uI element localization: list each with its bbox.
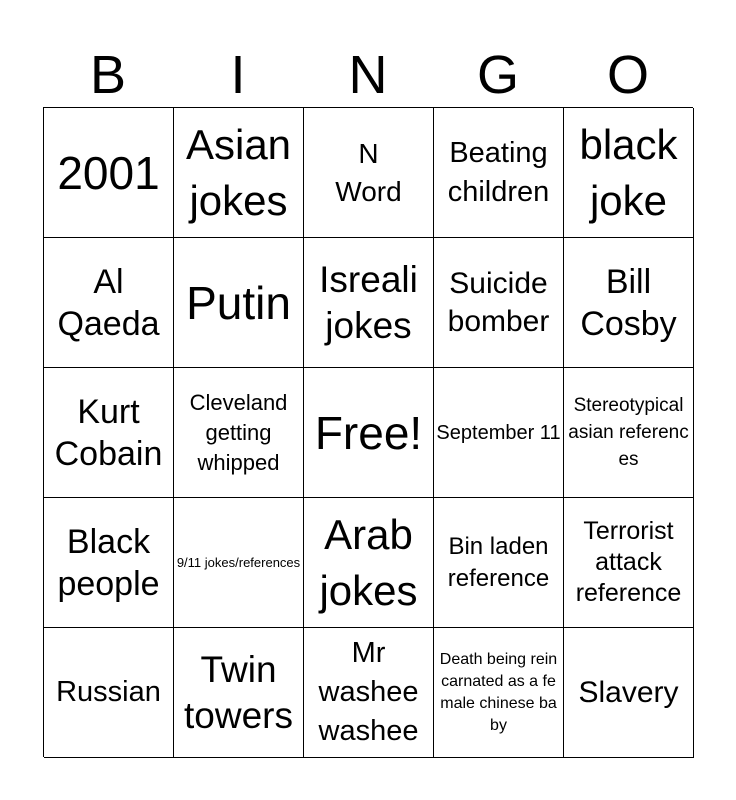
- bingo-cell-r3-c2[interactable]: [174, 368, 304, 498]
- cell-text: Black people: [57, 522, 160, 603]
- bingo-header: [43, 42, 693, 108]
- header-letter-i: I: [230, 45, 246, 105]
- bingo-cell-r5-c4[interactable]: [434, 628, 564, 758]
- cell-text: Suicide bomber: [447, 266, 550, 338]
- bingo-cell-r3-c5[interactable]: [564, 368, 694, 498]
- bingo-cell-r3-c4[interactable]: [434, 368, 564, 498]
- bingo-cell-r2-c2[interactable]: [174, 238, 304, 368]
- bingo-cell-r5-c1[interactable]: [44, 628, 174, 758]
- bingo-cell-r4-c4[interactable]: [434, 498, 564, 628]
- bingo-cell-r4-c5[interactable]: [564, 498, 694, 628]
- bingo-cell-r3-c1[interactable]: [44, 368, 174, 498]
- bingo-board: [43, 107, 693, 757]
- bingo-cell-r4-c2[interactable]: [174, 498, 304, 628]
- bingo-cell-r2-c3[interactable]: [304, 238, 434, 368]
- cell-text: Kurt Cobain: [54, 392, 163, 473]
- cell-text: Al Qaeda: [57, 262, 160, 343]
- cell-text: N Word: [335, 137, 402, 207]
- header-letter-g: G: [476, 45, 519, 105]
- cell-text: Death being reincarnated as a female chinese baby: [439, 650, 558, 734]
- bingo-cell-r5-c2[interactable]: [174, 628, 304, 758]
- header-letter-o: O: [606, 45, 649, 105]
- cell-text: Putin: [186, 276, 291, 329]
- header-letter-b: B: [89, 45, 127, 105]
- cell-text: Twin towers: [184, 648, 293, 736]
- cell-text: Isreali jokes: [319, 258, 418, 346]
- cell-text: Bill Cosby: [580, 262, 677, 343]
- cell-text: Arab jokes: [319, 510, 418, 614]
- bingo-cell-r1-c4[interactable]: [434, 108, 564, 238]
- bingo-cell-r2-c4[interactable]: [434, 238, 564, 368]
- cell-text: Terrorist attack reference: [575, 517, 682, 607]
- bingo-cell-r4-c3[interactable]: [304, 498, 434, 628]
- bingo-cell-r2-c5[interactable]: [564, 238, 694, 368]
- bingo-cell-r3-c3-free-space[interactable]: [304, 368, 434, 498]
- cell-text: Slavery: [578, 675, 679, 709]
- bingo-cell-r1-c2[interactable]: [174, 108, 304, 238]
- bingo-cell-r5-c3[interactable]: [304, 628, 434, 758]
- cell-text: Bin laden reference: [447, 532, 550, 592]
- bingo-cell-r5-c5[interactable]: [564, 628, 694, 758]
- cell-text: Beating children: [447, 136, 550, 208]
- bingo-cell-r1-c5[interactable]: [564, 108, 694, 238]
- cell-text: 2001: [57, 146, 160, 199]
- cell-text: September 11: [436, 421, 561, 444]
- bingo-cell-r4-c1[interactable]: [44, 498, 174, 628]
- bingo-cell-r1-c3[interactable]: [304, 108, 434, 238]
- cell-text: black joke: [579, 120, 678, 224]
- cell-text: 9/11 jokes/references: [176, 554, 301, 570]
- cell-text: Russian: [56, 676, 161, 708]
- bingo-cell-r1-c1[interactable]: [44, 108, 174, 238]
- cell-text: Free!: [314, 406, 423, 459]
- cell-text: Cleveland getting whipped: [189, 389, 288, 475]
- header-letter-n: N: [348, 45, 388, 105]
- cell-text: Asian jokes: [185, 120, 292, 224]
- cell-text: Mr washee washee: [318, 637, 419, 747]
- bingo-cell-r2-c1[interactable]: [44, 238, 174, 368]
- cell-text: Stereotypical asian references: [568, 395, 689, 470]
